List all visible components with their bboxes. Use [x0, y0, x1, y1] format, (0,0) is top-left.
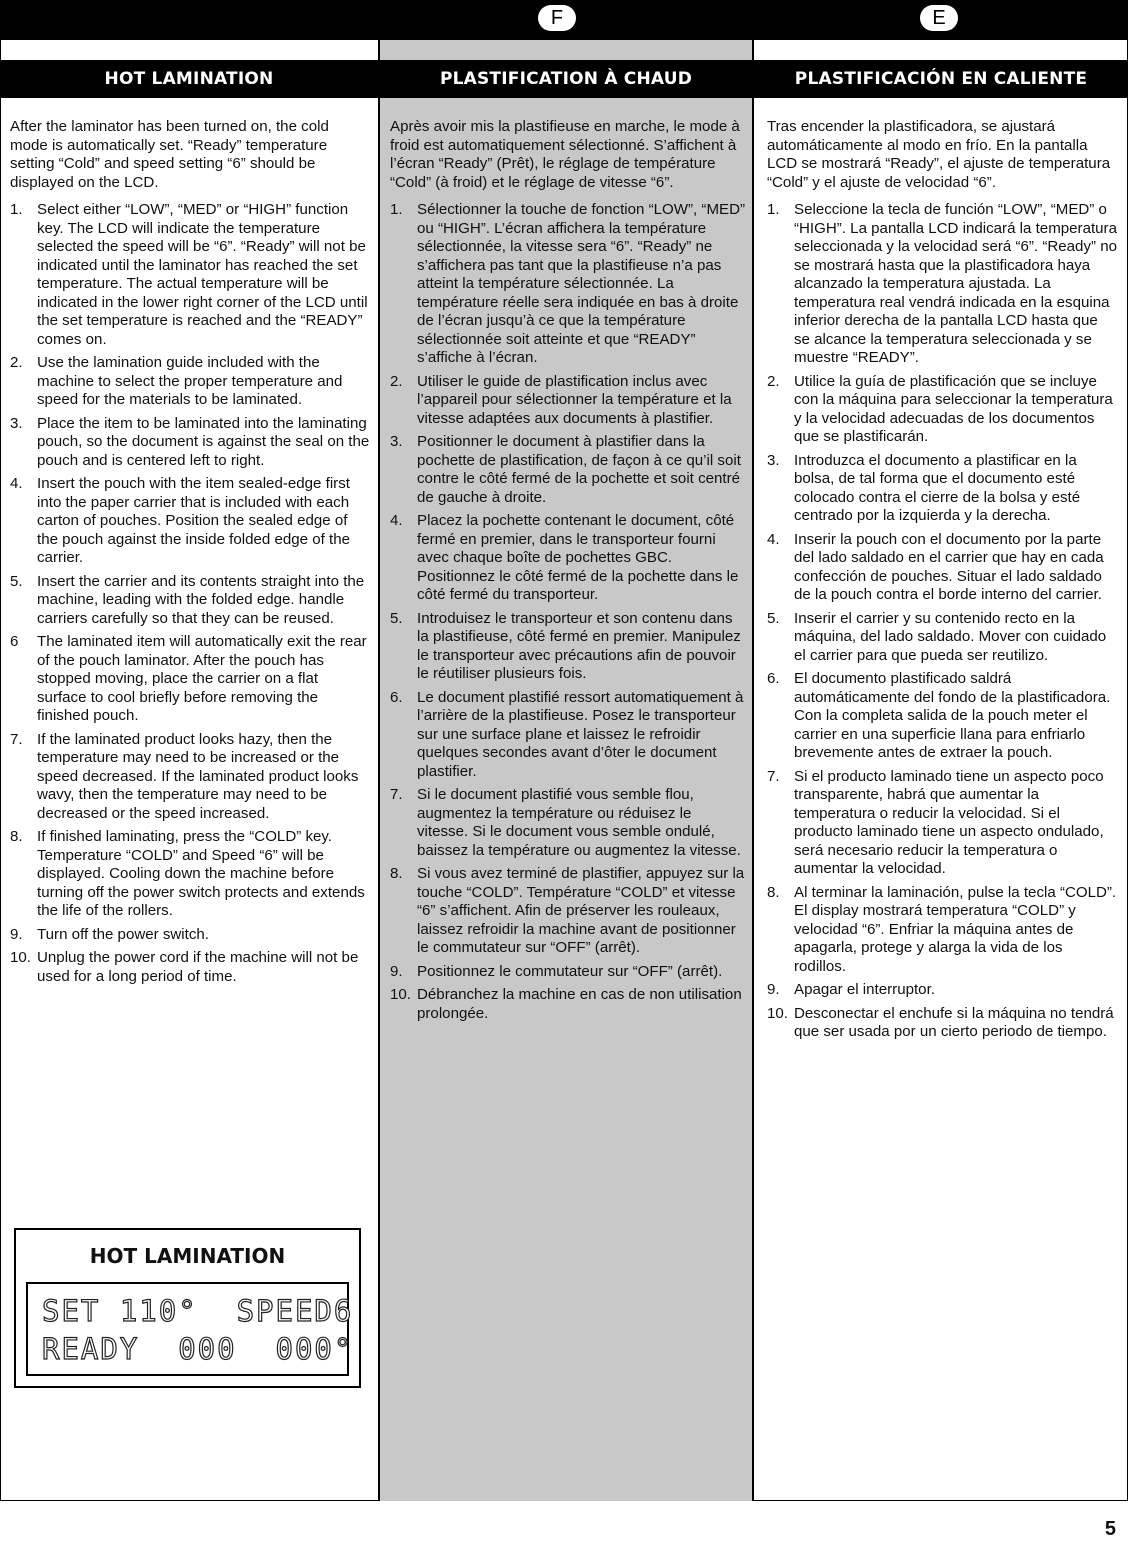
list-item — [10, 354, 370, 410]
step-text: Le document plastifié ressort automatiquement à l’arrière de la plastifieuse. Posez le transporteur sur une surface plane et laissez le refroidir quelques secondes avant d’ôter le document plastifier. — [417, 688, 744, 780]
intro-spanish: Tras encender la plastificadora, se ajustará automáticamente al modo en frío. En la pantalla LCD se mostrará “Ready”, el ajuste de temperatura “Cold” y el ajuste de velocidad “6”. — [767, 118, 1111, 191]
heading-english: HOT LAMINATION — [104, 69, 274, 89]
step-number: 7. — [10, 730, 23, 748]
list-item — [390, 512, 746, 605]
list-item — [390, 963, 746, 982]
list-item — [10, 201, 370, 349]
intro-english: After the laminator has been turned on, the cold mode is automatically set. “Ready” temperature setting “Cold” and speed setting “6” should be displayed on the LCD. — [10, 118, 329, 191]
step-text: Sélectionner la touche de fonction “LOW”, “MED” ou “HIGH”. L’écran affichera la température sélectionnée, la vitesse sera “6”. “Ready” ne s’affichera pas tant que la plastifieuse n’a pas atteint la température sélectionnée. La température réelle sera indiquée en bas à droite de l’écran jusqu’à ce que la température sélectionnée soit atteinte et que “READY” s’affiche à l’écran. — [417, 201, 746, 366]
step-number: 5. — [390, 609, 403, 627]
list-item — [390, 986, 746, 1023]
column-english — [10, 118, 370, 991]
step-number: 1. — [390, 201, 403, 218]
step-text: If the laminated product looks hazy, then the temperature may need to be increased or the speed decreased. If the laminated product looks wavy, then the temperature may need to be decreased or the speed increased. — [37, 730, 359, 822]
list-item — [767, 670, 1117, 763]
step-text: Positionner le document à plastifier dans la pochette de plastification, de façon à ce qu’il soit contre le côté fermé de la pochette et soit centré de gauche à droite. — [417, 433, 741, 506]
list-item — [390, 373, 746, 429]
step-number: 8. — [10, 828, 23, 845]
step-number: 2. — [767, 372, 780, 390]
list-item — [390, 433, 746, 507]
step-number: 1. — [767, 201, 780, 218]
step-number: 4. — [767, 530, 780, 548]
step-text: Al terminar la laminación, pulse la tecla “COLD”. El display mostrará temperatura “COLD” y velocidad “6”. Enfriar la máquina antes de apagarla, protege y alarga la vida de los rodillos. — [794, 883, 1117, 975]
step-number: 10. — [390, 986, 411, 1003]
step-number: 9. — [390, 962, 403, 980]
step-text: Turn off the power switch. — [37, 925, 209, 943]
step-number: 7. — [767, 767, 780, 785]
page-number: 5 — [1104, 1518, 1116, 1540]
column-french — [390, 118, 746, 1028]
step-number: 3. — [767, 451, 780, 469]
step-text: Insert the carrier and its contents straight into the machine, leading with the folded edge. handle carriers carefully so that they can be reused. — [37, 572, 365, 627]
lcd-title: HOT LAMINATION — [89, 1244, 286, 1268]
list-item — [10, 573, 370, 629]
step-number: 6. — [390, 688, 403, 706]
tab-spanish: E — [920, 5, 958, 31]
list-item — [10, 731, 370, 824]
step-number: 10. — [10, 949, 31, 966]
step-text: The laminated item will automatically exit the rear of the pouch laminator. After the pouch has stopped moving, place the carrier on a flat surface to cool briefly before removing the finished pouch. — [37, 633, 367, 724]
list-item — [767, 1005, 1117, 1042]
step-number: 7. — [390, 786, 403, 803]
lcd-line-1: SET 110° SPEED6 — [42, 1294, 354, 1328]
step-number: 8. — [390, 865, 403, 882]
intro-french: Après avoir mis la plastifieuse en marche, le mode à froid est automatiquement sélectionné. S’affichent à l’écran “Ready” (Prêt), le réglage de température “Cold” (à froid) et le réglage de vitesse “6”. — [390, 118, 740, 191]
step-number: 9. — [10, 925, 23, 943]
step-number: 8. — [767, 883, 780, 901]
list-item — [10, 926, 370, 945]
step-text: Si le document plastifié vous semble flou, augmentez la température ou réduisez le vitesse. Si le document vous semble ondulé, baissez la température ou augmentez la vitesse. — [417, 786, 741, 859]
step-text: Desconectar el enchufe si la máquina no tendrá que ser usada por un cierto periodo de tiempo. — [794, 1004, 1114, 1040]
step-number: 10. — [767, 1004, 788, 1022]
list-item — [767, 768, 1117, 879]
list-item — [767, 981, 1117, 1000]
step-text: Utiliser le guide de plastification inclus avec l’appareil pour sélectionner la température et la vitesse adaptées aux documents à plastifier. — [417, 372, 732, 427]
step-number: 5. — [10, 572, 23, 590]
step-number: 4. — [10, 475, 23, 492]
steps-spanish — [767, 201, 1117, 1042]
step-text: Apagar el interruptor. — [794, 981, 935, 998]
list-item — [10, 949, 370, 986]
step-text: Si el producto laminado tiene un aspecto poco transparente, habrá que aumentar la temperatura o reducir la velocidad. Si el producto laminado tiene un aspecto ondulado, será necesario reducir la temperatura o aumentar la velocidad. — [794, 767, 1104, 877]
column-spanish — [767, 118, 1117, 1047]
lcd-line-2: READY 000 000° — [42, 1332, 354, 1366]
step-number: 2. — [390, 372, 403, 390]
step-number: 3. — [390, 433, 403, 450]
step-text: Positionnez le commutateur sur “OFF” (arrêt). — [417, 962, 723, 980]
list-item — [10, 828, 370, 921]
step-text: Débranchez la machine en cas de non utilisation prolongée. — [417, 986, 742, 1022]
list-item — [10, 415, 370, 471]
step-number: 2. — [10, 354, 23, 371]
step-text: If finished laminating, press the “COLD” key. Temperature “COLD” and Speed “6” will be displayed. Cooling down the machine before turning off the power switch protects and extends the life of the rollers. — [37, 828, 365, 919]
list-item — [767, 373, 1117, 447]
step-number: 4. — [390, 512, 403, 529]
steps-english — [10, 201, 370, 986]
step-text: Inserir la pouch con el documento por la parte del lado saldado en el carrier que hay en cada confección de pouches. Situar el lado saldado de la pouch contra el borde interno del carrier. — [794, 530, 1104, 603]
step-text: Introduzca el documento a plastificar en la bolsa, de tal forma que el documento esté colocado contra el cierre de la bolsa y esté centrado por la izquierda y la derecha. — [794, 451, 1081, 524]
list-item — [390, 201, 746, 368]
list-item — [390, 786, 746, 860]
steps-french — [390, 201, 746, 1023]
lcd-panel — [14, 1228, 361, 1388]
lcd-screen — [26, 1282, 354, 1376]
step-text: Si vous avez terminé de plastifier, appuyez sur la touche “COLD”. Température “COLD” et vitesse “6” s’affichent. Afin de préserver les rouleaux, laissez refroidir la machine avant de positionner le commutateur sur “OFF” (arrêt). — [417, 865, 745, 956]
step-text: Insert the pouch with the item sealed-edge first into the paper carrier that is included with each carton of pouches. Position the sealed edge of the pouch against the inside folded edge of the carrier. — [37, 475, 351, 566]
step-number: 9. — [767, 981, 780, 998]
heading-spanish: PLASTIFICACIÓN EN CALIENTE — [794, 69, 1088, 89]
step-text: Place the item to be laminated into the laminating pouch, so the document is against the seal on the pouch and is centered left to right. — [37, 414, 370, 469]
step-number: 3. — [10, 414, 23, 432]
list-item — [767, 884, 1117, 977]
list-item — [10, 475, 370, 568]
step-number: 6. — [767, 670, 780, 687]
step-text: Inserir el carrier y su contenido recto en la máquina, del lado saldado. Mover con cuidado el carrier para que pueda ser reutilizo. — [794, 609, 1107, 664]
list-item — [390, 689, 746, 782]
step-text: Introduisez le transporteur et son contenu dans la plastifieuse, côté fermé en premier. Manipulez le transporteur avec précautions afin de pouvoir le réutiliser plusieurs fois. — [417, 609, 741, 682]
step-text: Unplug the power cord if the machine will not be used for a long period of time. — [37, 949, 359, 985]
list-item — [767, 201, 1117, 368]
list-item — [767, 452, 1117, 526]
list-item — [767, 531, 1117, 605]
list-item — [390, 610, 746, 684]
step-text: Utilice la guía de plastificación que se incluye con la máquina para seleccionar la temperatura y la velocidad adecuadas de los documentos que se plastificarán. — [794, 372, 1113, 445]
step-text: Seleccione la tecla de función “LOW”, “MED” o “HIGH”. La pantalla LCD indicará la temperatura seleccionada y la velocidad será “6”. “Ready” no se mostrará hasta que la plastificadora haya alcanzado la temperatura ajustada. La temperatura real vendrá indicada en la esquina inferior derecha de la pantalla LCD hasta que se alcance la temperatura seleccionada y se muestre “READY”. — [794, 201, 1118, 366]
step-number: 1. — [10, 201, 23, 218]
list-item — [767, 610, 1117, 666]
list-item — [10, 633, 370, 726]
heading-french: PLASTIFICATION À CHAUD — [439, 69, 693, 89]
step-text: El documento plastificado saldrá automáticamente del fondo de la plastificadora. Con la completa salida de la pouch meter el carrier en una superficie llana para enfriarlo brevemente antes de extraer la pouch. — [794, 670, 1111, 761]
step-text: Use the lamination guide included with the machine to select the proper temperature and speed for the materials to be laminated. — [37, 354, 343, 408]
step-text: Placez la pochette contenant le document, côté fermé en premier, dans le transporteur fourni avec chaque boîte de pochettes GBC. Positionnez le côté fermé de la pochette dans le côté fermé du transporteur. — [417, 512, 739, 603]
step-number: 6 — [10, 633, 19, 650]
tab-french: F — [538, 5, 576, 31]
step-number: 5. — [767, 609, 780, 627]
step-text: Select either “LOW”, “MED” or “HIGH” function key. The LCD will indicate the temperature selected the speed will be “6”. “Ready” will not be indicated until the laminator has reached the set temperature. The actual temperature will be indicated in the lower right corner of the LCD until the set temperature is reached and the “READY” comes on. — [37, 201, 368, 348]
list-item — [390, 865, 746, 958]
